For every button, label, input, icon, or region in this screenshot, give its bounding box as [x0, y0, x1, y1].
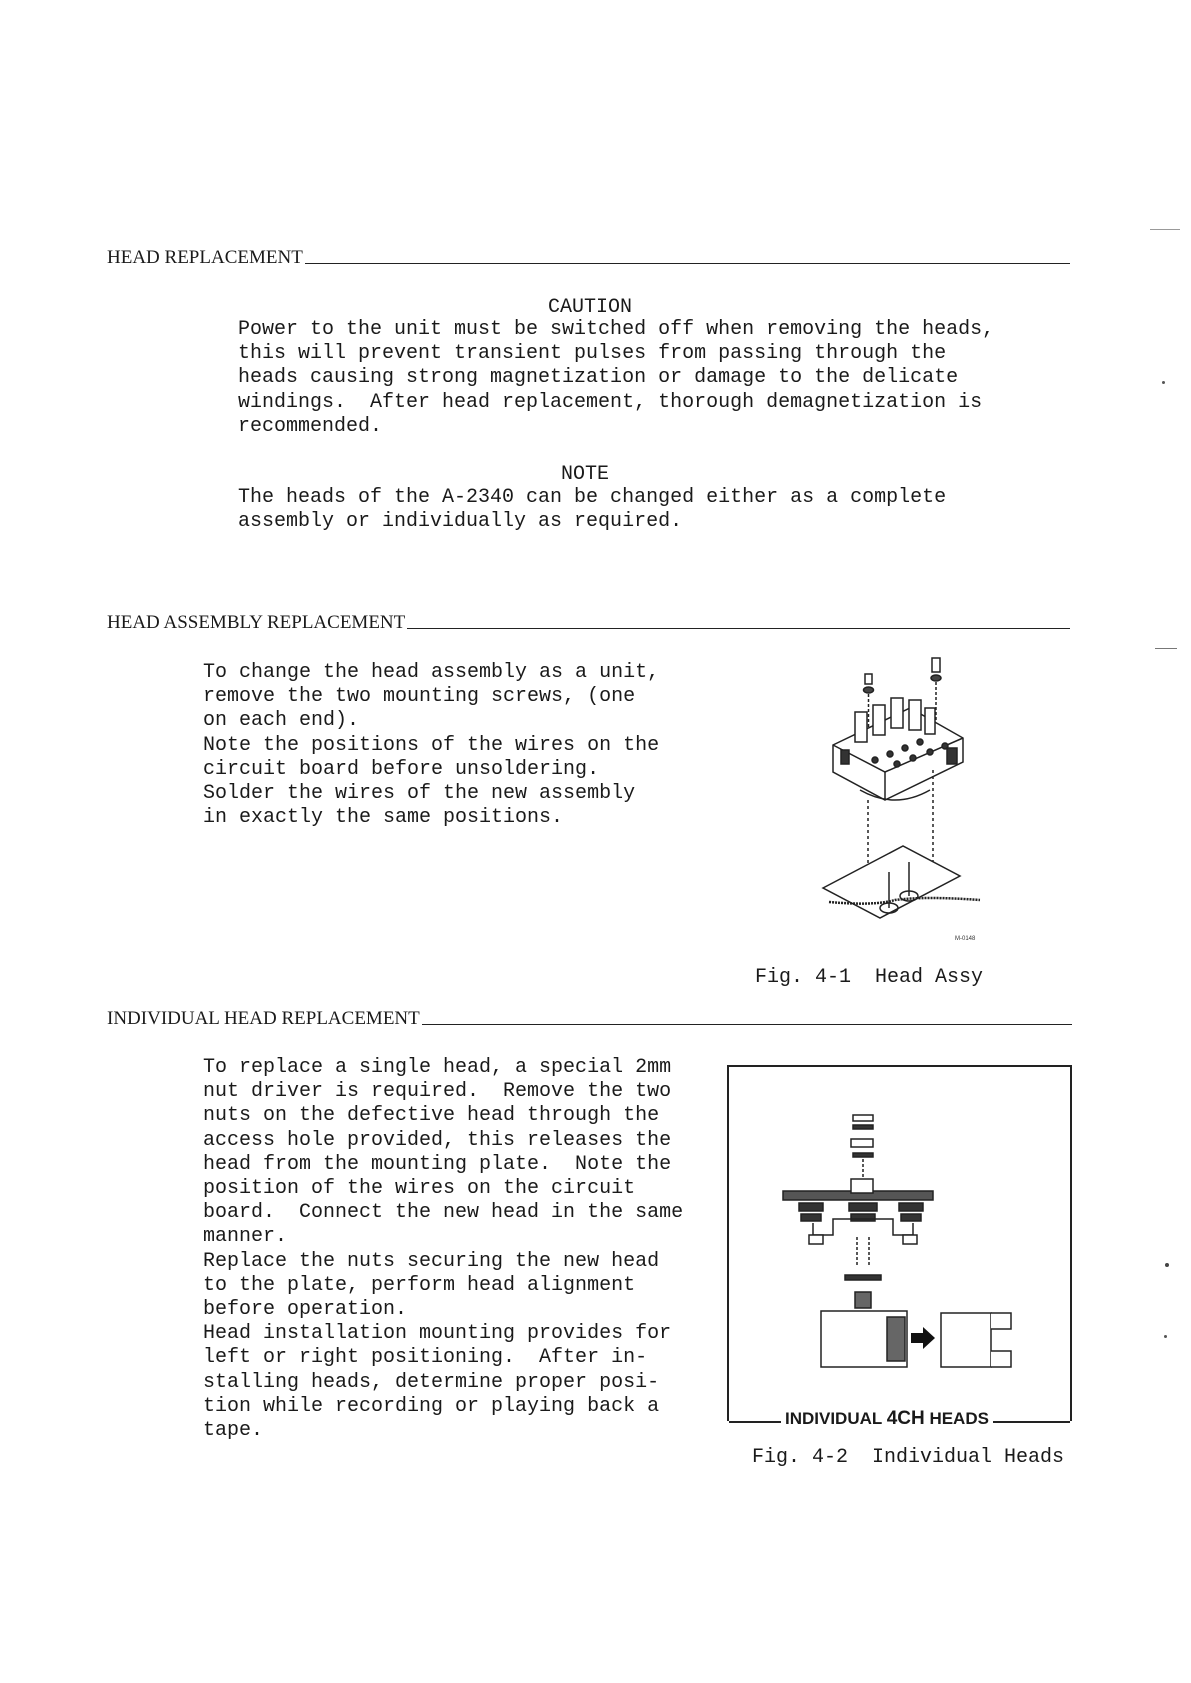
section-title: INDIVIDUAL HEAD REPLACEMENT [107, 1008, 420, 1029]
heading-rule [407, 628, 1070, 629]
scan-speck [1165, 1263, 1169, 1267]
individual-heads-illustration [729, 1067, 1070, 1407]
text-line: heads causing strong magnetization or damage to the delicate [238, 366, 959, 390]
scan-mark [1155, 648, 1177, 649]
text-line: recommended. [238, 414, 383, 438]
nut-icon [853, 1115, 873, 1121]
section-heading-head-assembly-replacement [107, 613, 1070, 633]
fig-4-2-caption: Fig. 4-2 Individual Heads [752, 1446, 1065, 1469]
text-line: tion while recording or playing back a [203, 1394, 660, 1418]
note-text [238, 486, 946, 534]
text-line: Head installation mounting provides for [203, 1322, 672, 1346]
arrow-right-icon [911, 1327, 935, 1349]
section-heading-individual-head-replacement [107, 1009, 1072, 1029]
text-line: board. Connect the new head in the same [203, 1201, 684, 1225]
section-heading-head-replacement [107, 248, 1070, 268]
head-assembly-text [203, 661, 659, 830]
caution-text [238, 318, 994, 439]
heading-rule [305, 263, 1070, 264]
individual-head-text [203, 1056, 683, 1443]
section-title: HEAD REPLACEMENT [107, 247, 303, 268]
text-line: access hole provided, this releases the [203, 1128, 672, 1152]
figure-label [781, 1408, 993, 1430]
text-line: circuit board before unsoldering. [203, 757, 600, 781]
scan-speck [1164, 1335, 1167, 1338]
text-line: To change the head assembly as a unit, [203, 661, 660, 684]
section-title: HEAD ASSEMBLY REPLACEMENT [107, 612, 406, 633]
text-line: stalling heads, determine proper posi- [203, 1370, 660, 1394]
text-line: nuts on the defective head through the [203, 1104, 660, 1128]
figure-label-bold: 4CH [886, 1408, 925, 1429]
text-line: manner. [203, 1225, 288, 1249]
caution-title: CAUTION [547, 296, 632, 319]
nut-icon [851, 1139, 873, 1147]
text-line: to the plate, perform head alignment [203, 1273, 636, 1297]
heading-rule [422, 1024, 1072, 1025]
text-line: The heads of the A-2340 can be changed either as a complete [238, 486, 947, 509]
text-line: Power to the unit must be switched off when removing the heads, [238, 318, 995, 341]
text-line: on each end). [203, 709, 360, 733]
text-line: this will prevent transient pulses from passing through the [238, 342, 947, 366]
figure-label-suffix: HEADS [924, 1409, 989, 1428]
text-line: Replace the nuts securing the new head [203, 1249, 660, 1273]
frame-bottom-right [993, 1421, 1070, 1423]
text-line: assembly or individually as required. [238, 510, 683, 534]
head-assembly-illustration [815, 650, 995, 945]
text-line: tape. [203, 1419, 264, 1443]
scan-mark [1150, 229, 1180, 230]
figure-label-prefix: INDIVIDUAL [785, 1409, 887, 1428]
figure-code: M-0148 [955, 936, 976, 942]
text-line: To replace a single head, a special 2mm [203, 1056, 672, 1079]
individual-heads-figure-frame [727, 1065, 1072, 1429]
text-line: head from the mounting plate. Note the [203, 1152, 672, 1176]
text-line: in exactly the same positions. [203, 806, 564, 830]
scan-speck [1162, 381, 1165, 384]
text-line: position of the wires on the circuit [203, 1177, 636, 1201]
text-line: left or right positioning. After in- [203, 1346, 648, 1370]
text-line: windings. After head replacement, thorough demagnetization is [238, 390, 983, 414]
figure-label-row [729, 1410, 1070, 1432]
text-line: before operation. [203, 1298, 408, 1322]
fig-4-1-caption: Fig. 4-1 Head Assy [755, 966, 984, 989]
note-title: NOTE [560, 463, 609, 486]
text-line: Solder the wires of the new assembly [203, 782, 636, 806]
frame-bottom-left [729, 1421, 781, 1423]
text-line: nut driver is required. Remove the two [203, 1080, 672, 1104]
text-line: Note the positions of the wires on the [203, 733, 660, 757]
text-line: remove the two mounting screws, (one [203, 685, 636, 709]
